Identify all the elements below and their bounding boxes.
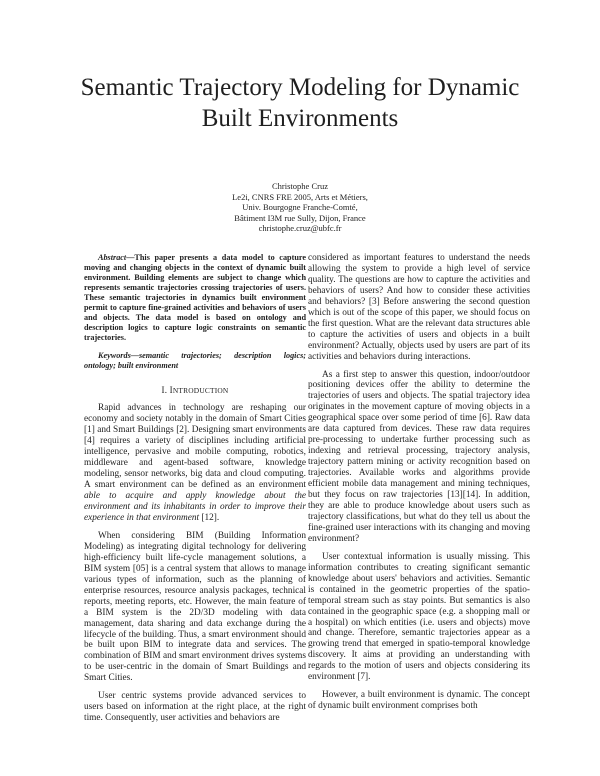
author-block xyxy=(150,181,450,234)
abstract xyxy=(84,253,306,343)
author-affiliation-line: Bâtiment I3M rue Sully, Dijon, France xyxy=(234,212,366,223)
right-column xyxy=(308,253,530,712)
body-paragraph: User centric systems provide advanced services to users based on information at the right place, at the right time. Consequently, user activities and behaviors are xyxy=(84,691,306,724)
body-paragraph: considered as important features to understand the needs allowing the system to provide a high level of service quality. The questions are how to capture the activities and behaviors of users? And how to consider these activities and behaviors? [3] Before answering the second question which is out of the scope of this paper, we should focus on the first question. What are the relevant data structures able to capture the activities of users and objects in a built environment? Actually, objects used by users are part of its activities and behaviors during interactions. xyxy=(308,253,530,362)
author-name: Christophe Cruz xyxy=(272,181,328,191)
paragraph-text: Rapid advances in technology are reshaping our economy and society notably in the domain of Smart Cities [1] and Smart Buildings [2]. Designing smart environments [4] requires a variety of disciplines including artificial intelligence, pervasive and mobile computing, robotics, middleware and agent-based software, knowledge modeling, sensor networks, big data and cloud computing. A smart environment can be defined as an environment xyxy=(84,403,306,491)
section-heading xyxy=(84,385,306,397)
keywords xyxy=(84,351,306,371)
body-paragraph: User contextual information is usually missing. This information contributes to creating significant semantic knowledge about users' behaviors and activities. Semantic is contained in the geometric properties of the spatio-temporal stream such as stay points. But semantics is also contained in the geographic space (e.g. a shopping mall or a hospital) on which entities (i.e. users and objects) move and change. Therefore, semantic trajectories appear as a growing trend that emerged in spatio-temporal knowledge discovery. It aims at providing an understanding with regards to the motion of users and objects considering its environment [7]. xyxy=(308,551,530,683)
body-paragraph xyxy=(84,403,306,523)
body-paragraph: However, a built environment is dynamic. The concept of dynamic built environment comprises both xyxy=(308,690,530,712)
author-email: christophe.cruz@ubfc.fr xyxy=(258,223,342,234)
section-initial: I xyxy=(169,384,173,395)
keywords-label: Keywords xyxy=(98,351,131,361)
body-paragraph: As a first step to answer this question, indoor/outdoor positioning devices offer the ability to determine the trajectories of users and objects. The spatial trajectory idea originates in the movement capture of moving objects in a geographical space over some period of time [6]. Raw data are data captured from devices. These raw data requires pre-processing to undertake further processing such as indexing and retrieval processing, trajectory analysis, trajectory pattern mining or activity recognition based on trajectories. Available works and algorithms provide efficient mobile data management and mining techniques, but they focus on raw trajectories [13][14]. In addition, they are able to produce knowledge about users such as trajectory classifications, but what do they tell us about the fine-grained user interactions with its changing and moving environment? xyxy=(308,369,530,544)
keywords-text: —semantic trajectories; description logics; ontology; built environment xyxy=(84,351,306,371)
author-affiliation-line: Le2i, CNRS FRE 2005, Arts et Métiers, xyxy=(232,191,368,202)
left-column xyxy=(84,253,306,724)
section-title-rest: NTRODUCTION xyxy=(172,385,229,395)
body-paragraph: When considering BIM (Building Information Modeling) as integrating digital technology for delivering high-efficiency built life-cycle management solutions, a BIM system [05] is a central system that allows to manage various types of information, such as the planning of enterprise resources, resource analysis packages, technical reports, meeting reports, etc. However, the main feature of a BIM system is the 2D/3D modeling with data management, data sharing and data exchange during the lifecycle of the building. Thus, a smart environment should be built upon BIM to integrate data and services. The combination of BIM and smart environment drives systems to be user-centric in the domain of Smart Buildings and Smart Cities. xyxy=(84,530,306,684)
author-affiliation-line: Univ. Bourgogne Franche-Comté, xyxy=(242,202,358,213)
abstract-label: Abstract xyxy=(98,253,127,262)
paper-title: Semantic Trajectory Modeling for Dynamic Built Environments xyxy=(80,74,520,132)
abstract-text: —This paper presents a data model to capture moving and changing objects in the context of dynamic built environment. Building elements are subject to change which represents semantic trajectories crossing trajectories of users. These semantic trajectories in dynamics built environment permit to capture fine-grained activities and behaviors of users and objects. The data model is based on ontology and description logics to capture logic constraints on semantic trajectories. xyxy=(84,253,306,343)
paragraph-text: [12]. xyxy=(199,513,220,523)
paragraph-italic-text: able to acquire and apply knowledge about the environment and its inhabitants in order to improve their experience in that environment xyxy=(84,491,306,523)
section-number: I. xyxy=(161,384,168,395)
